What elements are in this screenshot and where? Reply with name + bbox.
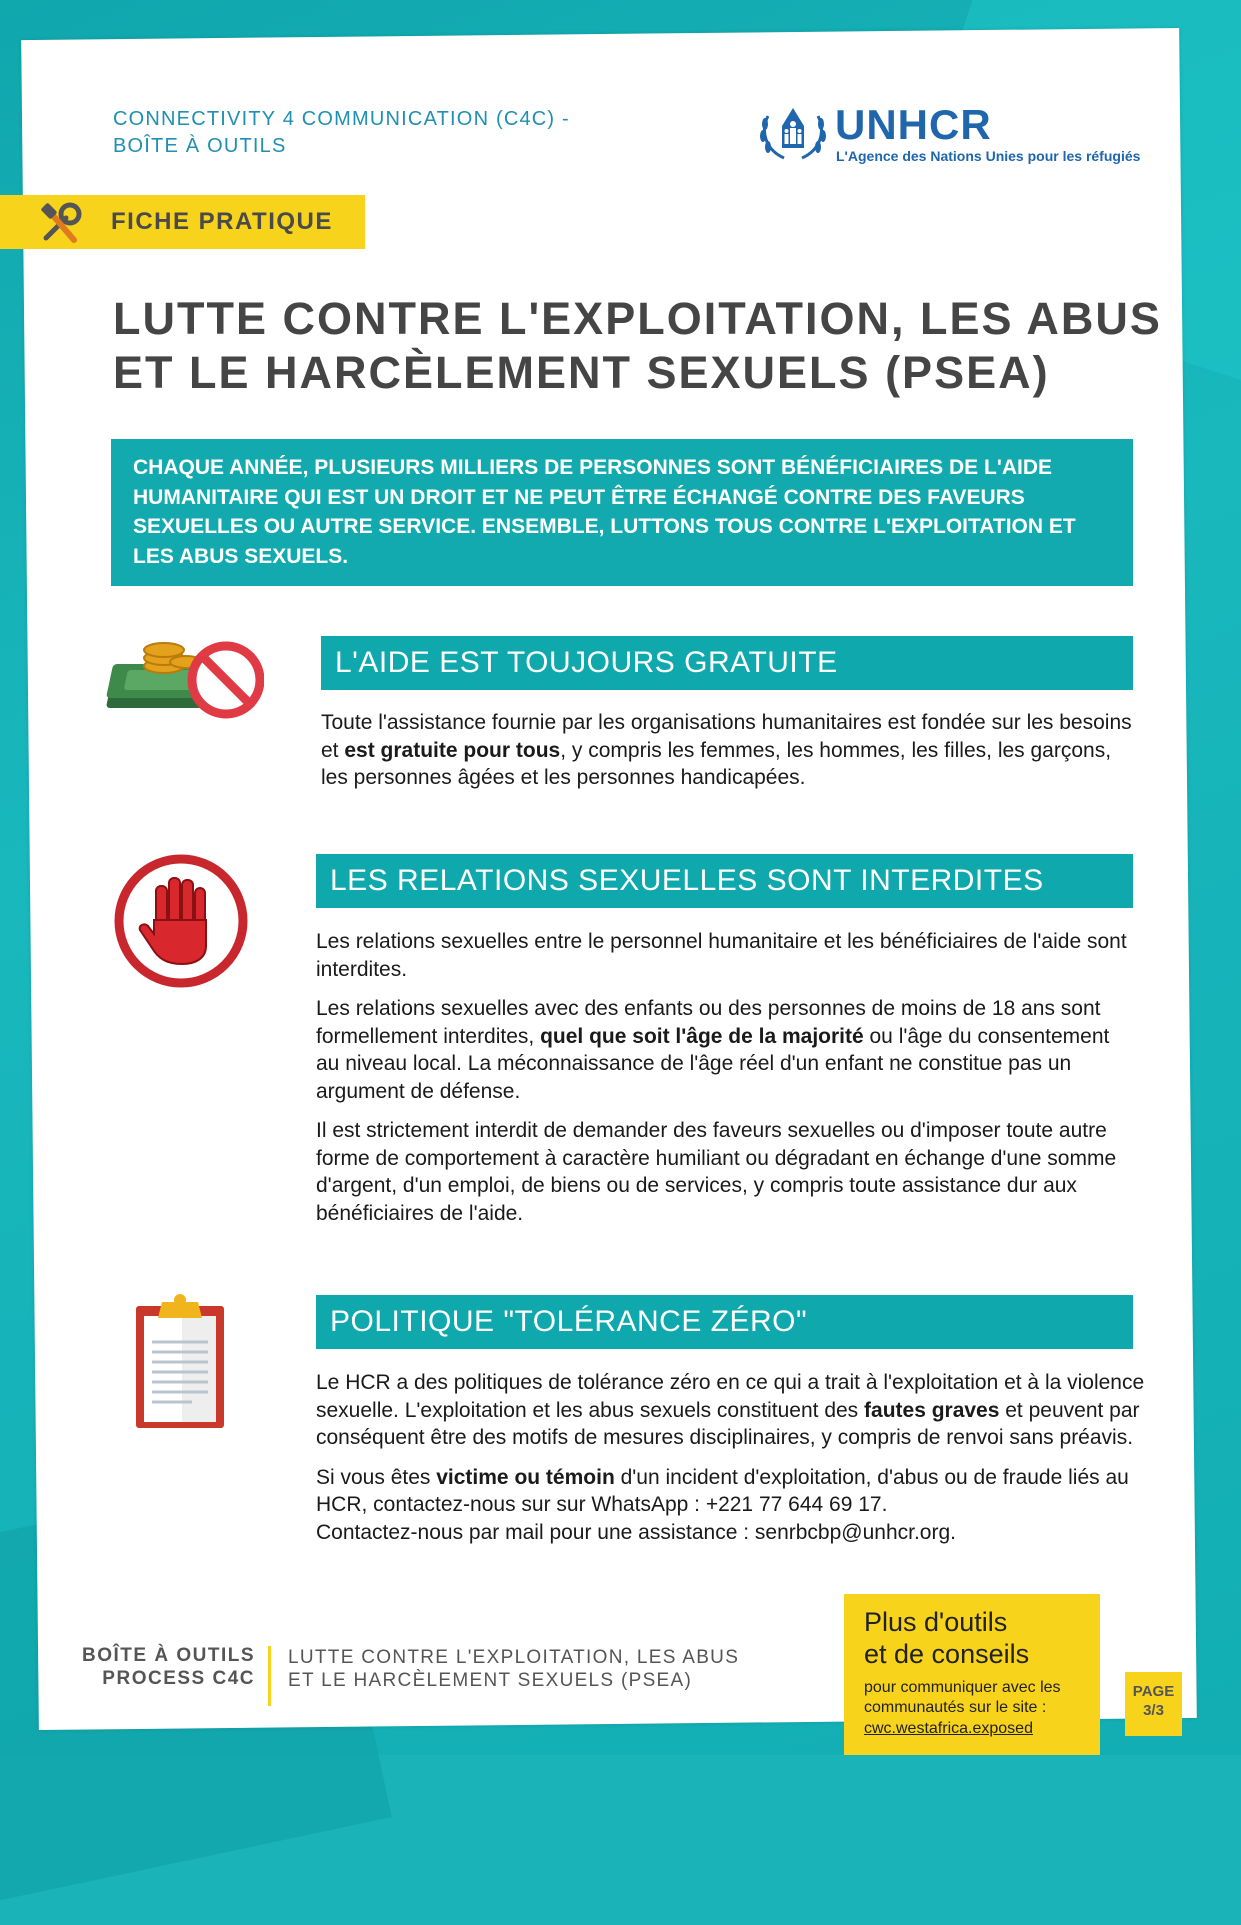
promo-title-line1: Plus d'outils [864,1607,1008,1637]
footer-left-line1: BOÎTE À OUTILS [82,1645,255,1666]
promo-website-link[interactable]: cwc.westafrica.exposed [864,1720,1033,1737]
section-heading-relations-interdites: LES RELATIONS SEXUELLES SONT INTERDITES [316,854,1133,908]
paragraph [316,995,1133,1105]
intro-banner: CHAQUE ANNÉE, PLUSIEURS MILLIERS DE PERSONNES SONT BÉNÉFICIAIRES DE L'AIDE HUMANITAIRE QUI EST UN DROIT ET NE PEUT ÊTRE ÉCHANGÉ CONTRE DES FAVEURS SEXUELLES OU AUTRE SERVICE. ENSEMBLE, LUTTONS TOUS CONTRE L'EXPLOITATION ET LES ABUS SEXUELS. [111,439,1133,586]
footer-mid-line1: LUTTE CONTRE L'EXPLOITATION, LES ABUS [288,1647,740,1668]
page-label: PAGE [1132,1683,1175,1700]
page-title [113,292,1163,400]
text-run: Toute l'assistance fournie par les organisations humanitaires est fondée sur les besoins et [321,711,1132,762]
page-number-badge [1125,1672,1182,1736]
section-body-relations-interdites [316,928,1133,1239]
unhcr-tagline: L'Agence des Nations Unies pour les réfugiés [836,148,1141,164]
paragraph [321,709,1133,792]
page-number: 3/3 [1143,1702,1164,1719]
emphasis-text: fautes graves [864,1398,1000,1422]
paragraph: Les relations sexuelles entre le personnel humanitaire et les bénéficiaires de l'aide sont interdites. [316,930,1127,981]
section-body-tolerance-zero [316,1369,1166,1558]
paragraph [316,1369,1166,1452]
toolkit-header [113,106,570,160]
text-run: ou l'âge du consentement au niveau local. La méconnaissance de l'âge réel d'un enfant ne constitue pas un argument de défense. [316,1024,1110,1103]
toolkit-header-line2: BOÎTE À OUTILS [113,135,287,157]
toolkit-header-line1: CONNECTIVITY 4 COMMUNICATION (C4C) - [113,108,570,130]
stop-hand-icon [114,854,248,988]
emphasis-text: quel que soit l'âge de la majorité [540,1024,864,1048]
no-money-icon [104,632,264,722]
page-title-line1: LUTTE CONTRE L'EXPLOITATION, LES ABUS [113,293,1162,344]
fiche-pratique-label: FICHE PRATIQUE [111,208,333,235]
unhcr-emblem-icon [758,104,828,162]
footer-mid-line2: ET LE HARCÈLEMENT SEXUELS (PSEA) [288,1670,693,1691]
text-run: et peuvent par conséquent être des motifs de mesures disciplinaires, y compris de renvoi sans préavis. [316,1398,1140,1449]
text-run: Si vous êtes [316,1465,437,1489]
paragraph [316,1464,1166,1547]
promo-title-line2: et de conseils [864,1639,1030,1669]
section-heading-tolerance-zero: POLITIQUE "TOLÉRANCE ZÉRO" [316,1295,1133,1349]
promo-subtitle: pour communiquer avec les communautés sur le site : [864,1679,1061,1716]
contact-email-text: Contactez-nous par mail pour une assistance : senrbcbp@unhcr.org. [316,1520,956,1544]
text-run: Le HCR a des politiques de tolérance zéro en ce qui a trait à l'exploitation et à la violence sexuelle. L'exploitation et les abus sexuels constituent des [316,1371,1145,1422]
promo-box [844,1594,1100,1755]
emphasis-text: victime ou témoin [436,1465,615,1489]
paragraph: Il est strictement interdit de demander des faveurs sexuelles ou d'imposer toute autre forme de comportement à caractère humiliant ou dégradant en échange d'une somme d'argent, d'un emploi, de biens ou de services, y compris toute assistance dur aux bénéficiaires de l'aide. [316,1119,1117,1225]
section-heading-aide-gratuite: L'AIDE EST TOUJOURS GRATUITE [321,636,1133,690]
clipboard-icon [132,1292,228,1432]
emphasis-text: est gratuite pour tous [344,738,561,762]
section-body-aide-gratuite [321,709,1133,804]
text-run: Les relations sexuelles avec des enfants ou des personnes de moins de 18 ans sont formellement interdites, [316,997,1101,1048]
text-run: d'un incident d'exploitation, d'abus ou de fraude liés au HCR, contactez-nous sur sur WhatsApp : +221 77 644 69 17. [316,1465,1129,1516]
page-title-line2: ET LE HARCÈLEMENT SEXUELS (PSEA) [113,347,1050,398]
tools-icon [36,200,84,248]
unhcr-logo-text: UNHCR [835,101,992,148]
footer-left-line2: PROCESS C4C [102,1668,255,1689]
footer-toolkit-label [60,1644,255,1690]
footer-divider [268,1646,271,1706]
footer-document-title [288,1646,739,1692]
text-run: , y compris les femmes, les hommes, les filles, les garçons, les personnes âgées et les personnes handicapées. [321,738,1112,789]
promo-title [864,1606,1080,1670]
